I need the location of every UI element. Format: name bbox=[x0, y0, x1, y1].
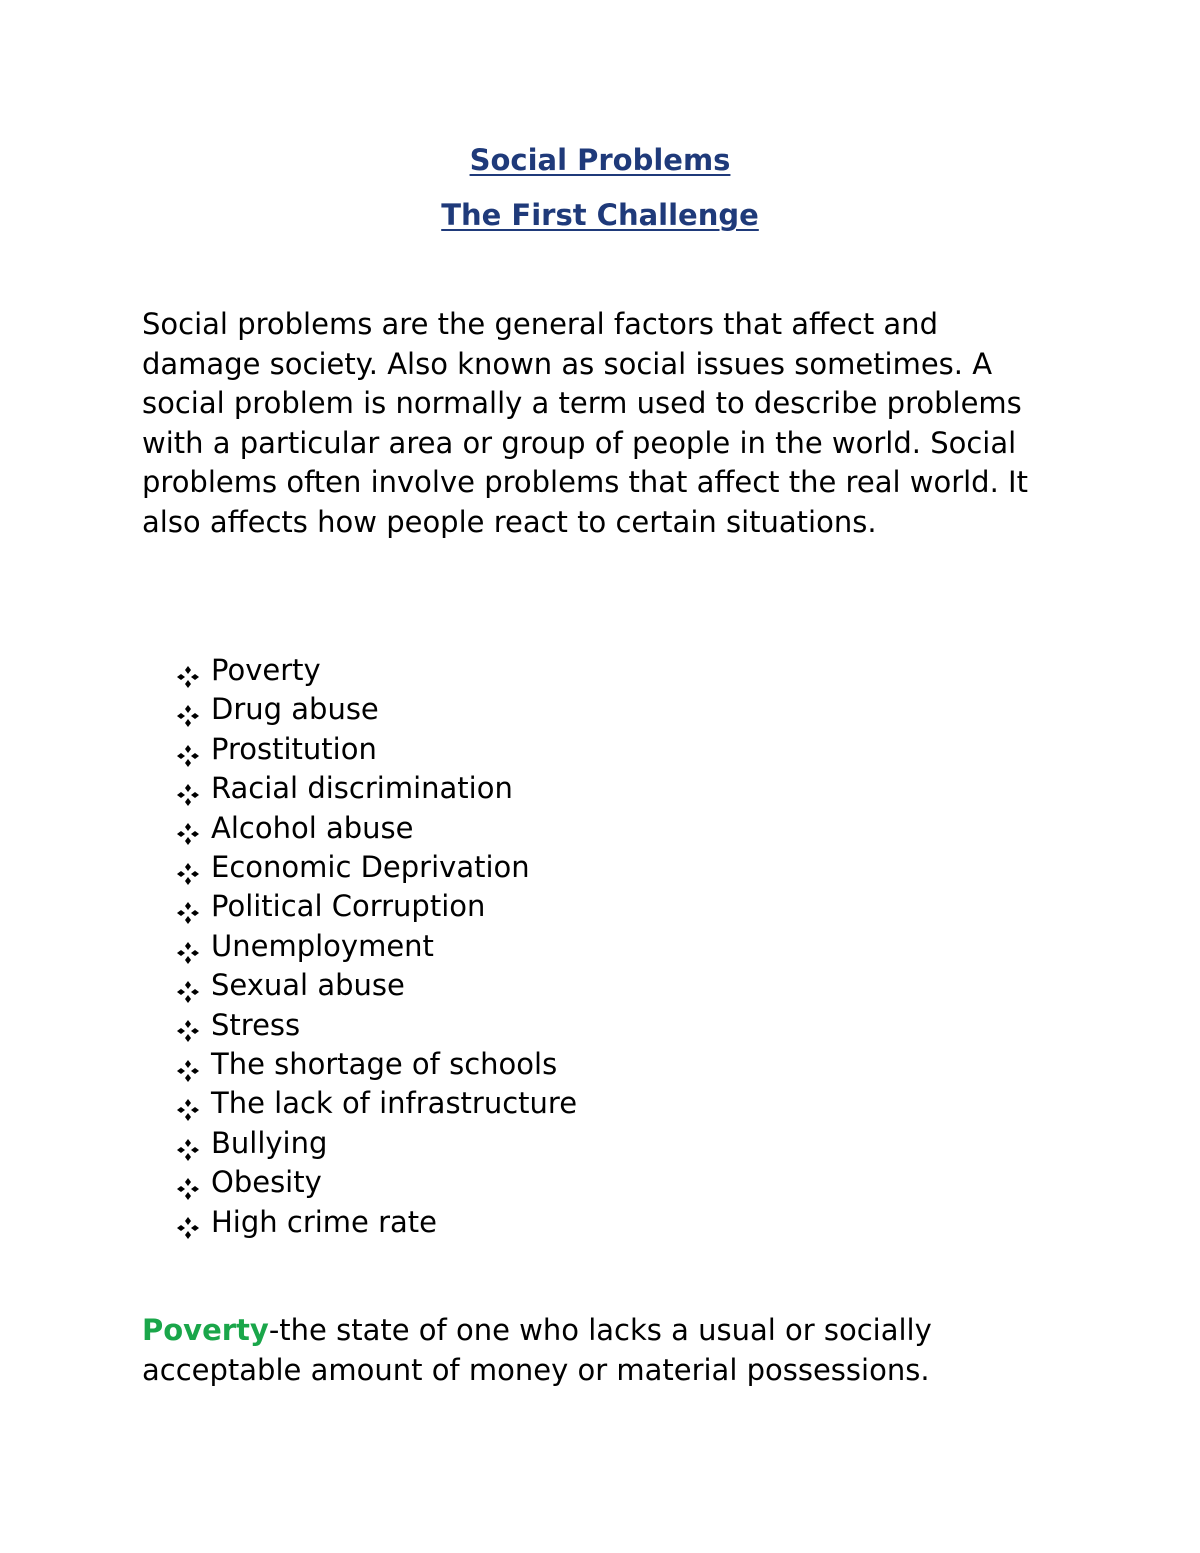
list-item-label: The lack of infrastructure bbox=[211, 1086, 578, 1121]
list-item bbox=[176, 690, 577, 729]
list-item-label: Economic Deprivation bbox=[211, 850, 530, 885]
list-item bbox=[176, 927, 577, 966]
list-item-label: Drug abuse bbox=[211, 692, 379, 727]
four-diamond-bullet-icon bbox=[176, 660, 200, 684]
four-diamond-bullet-icon bbox=[176, 699, 200, 723]
page-title: Social Problems bbox=[469, 143, 731, 177]
list-item-label: Obesity bbox=[211, 1165, 322, 1200]
four-diamond-bullet-icon bbox=[176, 1211, 200, 1235]
list-item-label: Unemployment bbox=[211, 928, 434, 963]
list-item bbox=[176, 887, 577, 926]
list-item bbox=[176, 966, 577, 1005]
list-item bbox=[176, 769, 577, 808]
list-item bbox=[176, 730, 577, 769]
four-diamond-bullet-icon bbox=[176, 1054, 200, 1078]
list-item bbox=[176, 1124, 577, 1163]
definition-term: Poverty bbox=[142, 1313, 269, 1347]
four-diamond-bullet-icon bbox=[176, 1093, 200, 1117]
list-item bbox=[176, 809, 577, 848]
list-item bbox=[176, 1163, 577, 1202]
social-problems-list bbox=[176, 651, 577, 1242]
list-item bbox=[176, 1045, 577, 1084]
list-item-label: Sexual abuse bbox=[211, 968, 405, 1003]
four-diamond-bullet-icon bbox=[176, 1172, 200, 1196]
four-diamond-bullet-icon bbox=[176, 896, 200, 920]
list-item-label: Prostitution bbox=[211, 731, 377, 766]
list-item bbox=[176, 1006, 577, 1045]
four-diamond-bullet-icon bbox=[176, 857, 200, 881]
list-item-label: Bullying bbox=[211, 1125, 328, 1160]
list-item bbox=[176, 1084, 577, 1123]
list-item-label: Racial discrimination bbox=[211, 771, 513, 806]
four-diamond-bullet-icon bbox=[176, 739, 200, 763]
four-diamond-bullet-icon bbox=[176, 975, 200, 999]
list-item-label: The shortage of schools bbox=[211, 1047, 558, 1082]
four-diamond-bullet-icon bbox=[176, 817, 200, 841]
list-item-label: Poverty bbox=[211, 653, 321, 687]
list-item-label: Political Corruption bbox=[211, 889, 486, 924]
list-item-label: Stress bbox=[211, 1007, 301, 1042]
list-item bbox=[176, 1203, 577, 1242]
definition-paragraph bbox=[142, 1311, 1062, 1390]
page-subtitle: The First Challenge bbox=[441, 198, 759, 232]
four-diamond-bullet-icon bbox=[176, 1014, 200, 1038]
four-diamond-bullet-icon bbox=[176, 936, 200, 960]
definition-text: -the state of one who lacks a usual or socially acceptable amount of money or material possessions. bbox=[142, 1313, 932, 1387]
list-item bbox=[176, 651, 577, 690]
intro-paragraph: Social problems are the general factors that affect and damage society. Also known as social issues sometimes. A social problem is normally a term used to describe problems with a particular area or group of people in the world. Social problems often involve problems that affect the real world. It also affects how people react to certain situations. bbox=[142, 307, 1028, 539]
four-diamond-bullet-icon bbox=[176, 1133, 200, 1157]
list-item-label: Alcohol abuse bbox=[211, 810, 414, 845]
list-item-label: High crime rate bbox=[211, 1204, 438, 1239]
four-diamond-bullet-icon bbox=[176, 778, 200, 802]
list-item bbox=[176, 848, 577, 887]
